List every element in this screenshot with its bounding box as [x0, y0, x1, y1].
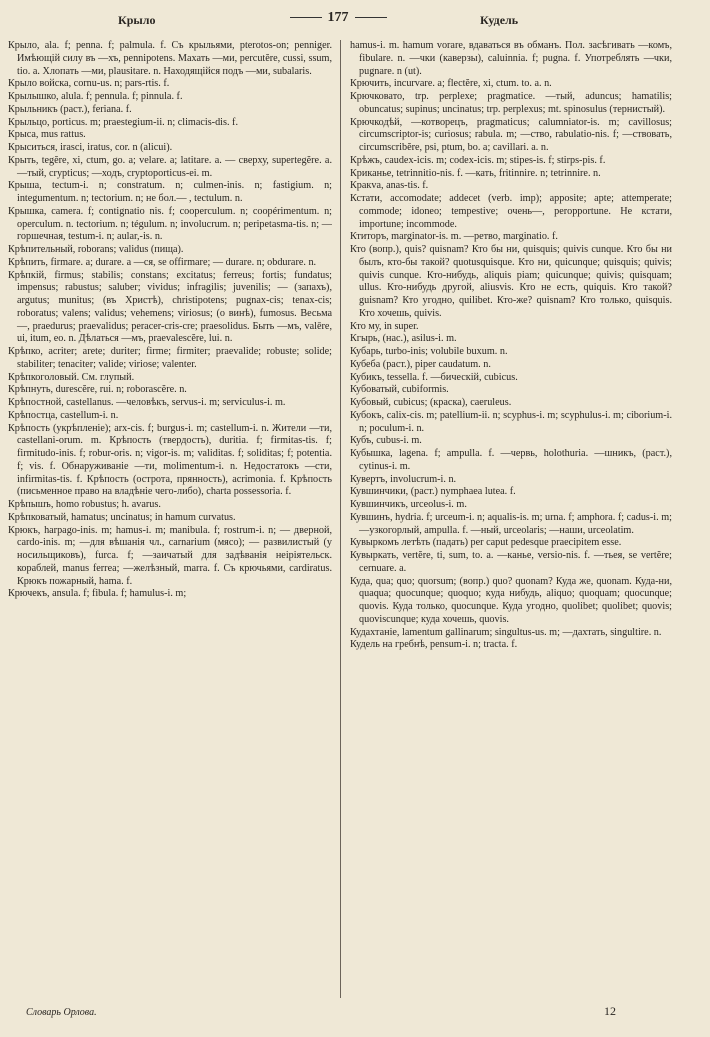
dictionary-entry: Крючковато, trp. perplexe; pragmatice. —тый, aduncus; hamatilis; obuncatus; supinus; uncinatus; trp. perplexus; mt. spinosulus (тернистый).	[350, 91, 672, 115]
dictionary-entry: Кувшинъ, hydria. f; urceum-i. n; aqualis-is. m; urna. f; amphora. f; cadus-i. m; —узкогорлый, ampulla. f. —ный, urceolaris; —наши, urceolatim.	[350, 511, 672, 536]
dictionary-entry: Кубъ, cubus-i. m.	[350, 435, 422, 447]
header-left-word: Крыло	[118, 13, 156, 27]
dictionary-entry: Кувыркать, vertĕre, ti, sum, to. a. —канье, versio-nis. f. —тьея, se vertĕre; cernuare. a.	[350, 550, 672, 574]
dictionary-entry: Крыситься, irasci, iratus, cor. n (alicui).	[8, 142, 173, 153]
dictionary-entry: Кракva, anas-tis. f.	[350, 180, 429, 192]
dictionary-entry: Кубикъ, tessella. f. —бическій, cubicus.	[350, 371, 518, 383]
dictionary-entry: Крыльникъ (раст.), feriana. f.	[8, 103, 132, 115]
dictionary-entry: Крѣпить, firmare. a; durare. a —ся, se offirmare; — durare. n; obdurare. n.	[8, 256, 317, 268]
dictionary-entry: Крюкъ, harpago-inis. m; hamus-i. m; manibula. f; rostrum-i. n; — дверной, cardo-inis. m; —для вѣшанія чл., carnarium (мясо); — развилистый (у носильщиковъ), furca. f; —заичатый для задѣванія неіріятельск. кораблей, manus ferrea; —желѣзный, marra. f. Съ крючьями, cardiratus. Крюкъ пожарный, hama. f.	[8, 524, 332, 587]
dictionary-entry: Крѣпительный, roborans; validus (пища).	[8, 244, 184, 255]
dictionary-entry: Крючить, incurvare. a; flectĕre, xi, ctum. to. a. n.	[350, 78, 552, 90]
dictionary-entry: Крышка, camera. f; contignatio nis. f; cooperculum. n; coopérimentum. n; operculum. n. tectorium. n; tégulum. n; involucrum. n; peripetasma-tis. n; — горшечная, testum-i. n; aular,-is. n.	[8, 205, 332, 243]
dictionary-entry: Крѣпкоголовый. См. глупый.	[8, 371, 135, 383]
header-right-word: Кудель	[480, 13, 519, 27]
dictionary-entry: Кубоватый, cubiformis.	[350, 384, 449, 396]
column-divider	[340, 40, 341, 998]
dictionary-entry: Крѣпковатый, hamatus; uncinatus; in hamum curvatus.	[8, 511, 236, 523]
dictionary-entry: Крыша, tectum-i. n; constratum. n; culmen-inis. n; fastigium. n; integumentum. n; tectorium. n; не бол.— , tectulum. n.	[8, 180, 332, 204]
dictionary-entry: Кувыркомъ летѣть (падать) per caput pedesque praecipitem esse.	[350, 537, 622, 549]
dictionary-entry: Кто (вопр.), quis? quisnam? Кто бы ни, quisquis; quivis cunque. Кто бы ни былъ, кто-бы такой? quotusquisque. Кто ни, quicunque; quisquis; quivis; quivis cunque. Кто-нибудь, aliquis piam; quicunque; quivis; quisquam; ullus. Кто-нибудь другой, aliusvis. Кто не есть, quiquis. Кто такой? guisnam? Кто угодно, quilibet. Кто-же? quisnam? Кто только, quisquis. Кто хочешь, quivis.	[350, 244, 672, 319]
dictionary-entry: Кубеба (раст.), piper caudatum. n.	[350, 358, 491, 370]
dictionary-entry: Крѣпышъ, homo robustus; h. avarus.	[8, 499, 161, 510]
dictionary-entry: Кувшинчикъ, urceolus-i. m.	[350, 499, 467, 510]
dictionary-entry: Кудель на гребнѣ, pensum-i. n; tracta. f.	[350, 639, 518, 651]
dictionary-entry: Кубышка, lagena. f; ampulla. f. —червь, holothuria. —шникъ, (раст.), cytinus-i. m.	[350, 448, 672, 472]
header-rule-left	[290, 17, 322, 18]
left-column	[8, 40, 332, 601]
header-page-number: 177	[327, 10, 349, 25]
dictionary-entry: Крыльцо, porticus. m; praestegium-ii. n; climacis-dis. f.	[8, 116, 238, 128]
dictionary-entry: hamus-i. m. hamum vorare, вдаваться въ обманъ. Пол. засѣгивать —комъ, fibulare. n. —чки (каверзы), caluinnia. f; pugna. f. Употреблять —чки, pugnare. n (ut).	[350, 40, 672, 77]
dictionary-entry: Крючекъ, ansula. f; fibula. f; hamulus-i. m;	[8, 588, 187, 600]
dictionary-entry: Ктиторъ, marginator-is. m. —ретво, marginatio. f.	[350, 231, 558, 243]
header-page-number-group	[268, 10, 408, 26]
dictionary-entry: Кстати, accomodate; addecet (verb. imp); apposite; apte; attemperate; commode; idoneo; tempestive; очень—, peropportune. Не кстати, importune; incommode.	[350, 193, 672, 230]
dictionary-entry: Кто му, in super.	[350, 320, 419, 332]
dictionary-entry: Кувшинчики, (раст.) nymphaea lutea. f.	[350, 486, 516, 498]
footer-sheet-number: 12	[604, 1004, 616, 1018]
dictionary-entry: Крылышко, alula. f; pennula. f; pinnula. f.	[8, 91, 183, 102]
dictionary-entry: Крыло войска, cornu-us. n; pars-rtis. f.	[8, 78, 170, 90]
dictionary-entry: Крѣпостца, castellum-i. n.	[8, 409, 119, 421]
dictionary-entry: Кувертъ, involucrum-i. n.	[350, 473, 457, 485]
dictionary-entry: Крючкодѣй, —котворецъ, pragmaticus; calumniator-is. m; cavillosus; circumscriptor-is; curiosus; rabula. m; —ство, rabulatio-nis. f; —ствовать, circumscribĕre, psi, ptum, bo. a; cavillari. a. n.	[350, 116, 672, 153]
dictionary-entry: Крѣпнуть, durescĕre, rui. n; roborascĕre. n.	[8, 384, 187, 396]
page-header	[0, 9, 710, 33]
dictionary-entry: Крѣпко, acriter; arete; duriter; firme; firmiter; praevalide; robuste; solide; stabiliter; tenaciter; valide; viriose; valenter.	[8, 346, 332, 370]
right-column	[350, 40, 672, 652]
dictionary-entry: Крыть, tegĕre, xi, ctum, go. a; velare. a; latitare. a. — сверху, supertegĕre. a. —тый, crypticus; —ходъ, cryptoporticus-ei. m.	[8, 154, 332, 179]
dictionary-entry: Крыло, ala. f; penna. f; palmula. f. Съ крыльями, pterotos-on; penniger. Имѣющій силу въ —хъ, pennipotens. Махать —ми, percutĕre, cussi, ssum, tio. a. Хлопать —ми, plausitare. n. Находящійся подъ —ми, subalaris.	[8, 40, 332, 77]
dictionary-entry: Кубовый, cubicus; (краска), caeruleus.	[350, 397, 512, 408]
dictionary-entry: Крѣжъ, caudex-icis. m; codex-icis. m; stipes-is. f; stirps-pis. f.	[350, 154, 606, 166]
dictionary-entry: Крѣпостной, castellanus. —человѣкъ, servus-i. m; serviculus-i. m.	[8, 397, 286, 408]
dictionary-entry: Кгырь, (нас.), asilus-i. m.	[350, 333, 457, 345]
dictionary-entry: Кубокъ, calix-cis. m; patellium-ii. n; scyphus-i. m; scyphulus-i. m; ciborium-i. n; poculum-i. n.	[350, 409, 672, 434]
dictionary-entry: Крыса, mus rattus.	[8, 129, 86, 141]
footer-signature: Словарь Орлова.	[26, 1007, 97, 1018]
dictionary-entry: Кудахтаніе, lamentum gallinarum; singultus-us. m; —дахтать, singultire. n.	[350, 626, 662, 638]
dictionary-entry: Криканье, tetrinnitio-nis. f. —кать, fritinnire. n; tetrinnire. n.	[350, 167, 601, 179]
dictionary-entry: Кубарь, turbo-inis; volubile buxum. n.	[350, 346, 508, 357]
dictionary-entry: Крѣпость (укрѣпленіе); arx-cis. f; burgus-i. m; castellum-i. n. Жители —ти, castellani-orum. m. Крѣпость (твердость), duritia. f; firmitas-tis. f; firmitudo-inis. f; robur-oris. n; vigor-is. m; validitas. f; soliditas; f; potentia. f; vis. f. Обнаруживаніе —ти, molimentum-i. n. Недостатокъ —сти, infirmitas-tis. f. Крѣпость (острота, прянность), acrimonia. f. Крѣпость (письменное право на владѣніе чего-либо), charta possessoria. f.	[8, 422, 332, 498]
dictionary-entry: Куда, qua; quo; quorsum; (вопр.) quo? quonam? Куда же, quonam. Куда-ни, quaqua; quocunque; quoquo; куда нибудь, aliquo; quoquam; quocunque; quovis. Куда только, quocunque. Куда угодно, quolibet; quolibet; quovis; quoviscunque; куда хочешь, quovis.	[350, 575, 672, 625]
dictionary-entry: Крѣпкій, firmus; stabilis; constans; excitatus; ferreus; fortis; fundatus; impensus; rabustus; saluber; vividus; infragilis; juvenilis; — (запахъ), argutus; munitus; (въ Христѣ), christipotens; pugnax-cis; tenax-cis; roboratus; valens; validus; vehemens; viriosus; (о винѣ), fumosus. Весьма—, praedurus; praevalidus; peracer-cris-cre; praesolidus. Быть —мъ, valēre, ui, itum, eo. n. Дѣлаться —мъ, praevalescĕre, lui. n.	[8, 269, 332, 345]
header-rule-right	[355, 17, 387, 18]
